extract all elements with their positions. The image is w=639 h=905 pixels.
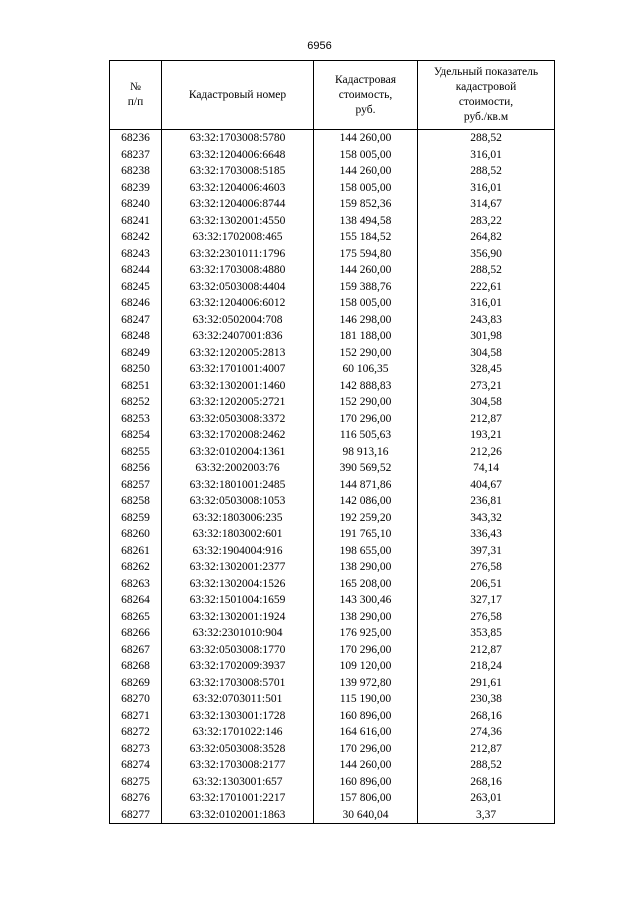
cell-cadastral-value: 142 086,00 [314, 493, 418, 510]
cell-cadastral-value: 170 296,00 [314, 642, 418, 659]
cell-cadastral-number: 63:32:1302001:1460 [162, 378, 314, 395]
cell-cadastral-number: 63:32:1703008:5780 [162, 130, 314, 147]
cell-specific-value: 268,16 [418, 708, 555, 725]
cell-specific-value: 212,26 [418, 444, 555, 461]
cell-cadastral-number: 63:32:1702008:2462 [162, 427, 314, 444]
cell-cadastral-value: 181 188,00 [314, 328, 418, 345]
cell-cadastral-value: 160 896,00 [314, 774, 418, 791]
table-row [110, 625, 555, 642]
cell-cadastral-value: 170 296,00 [314, 411, 418, 428]
cell-specific-value: 3,37 [418, 807, 555, 824]
table-row [110, 592, 555, 609]
cell-cadastral-value: 175 594,80 [314, 246, 418, 263]
cell-cadastral-value: 164 616,00 [314, 724, 418, 741]
cell-specific-value: 206,51 [418, 576, 555, 593]
cell-index: 68261 [110, 543, 162, 560]
cell-cadastral-number: 63:32:1701022:146 [162, 724, 314, 741]
cell-cadastral-number: 63:32:1703008:4880 [162, 262, 314, 279]
cell-cadastral-number: 63:32:0102004:1361 [162, 444, 314, 461]
cell-cadastral-value: 158 005,00 [314, 180, 418, 197]
table-row [110, 361, 555, 378]
cell-specific-value: 273,21 [418, 378, 555, 395]
cell-cadastral-value: 160 896,00 [314, 708, 418, 725]
cell-specific-value: 288,52 [418, 163, 555, 180]
cell-cadastral-value: 138 290,00 [314, 559, 418, 576]
table-row [110, 411, 555, 428]
cell-cadastral-value: 144 260,00 [314, 163, 418, 180]
cell-cadastral-value: 390 569,52 [314, 460, 418, 477]
table-row [110, 675, 555, 692]
cell-index: 68266 [110, 625, 162, 642]
cell-index: 68264 [110, 592, 162, 609]
cell-index: 68239 [110, 180, 162, 197]
table-row [110, 477, 555, 494]
table-row [110, 691, 555, 708]
cell-index: 68273 [110, 741, 162, 758]
cell-cadastral-number: 63:32:1204006:4603 [162, 180, 314, 197]
table-row [110, 807, 555, 824]
cell-cadastral-number: 63:32:1904004:916 [162, 543, 314, 560]
page-number: 6956 [307, 40, 332, 52]
cell-specific-value: 343,32 [418, 510, 555, 527]
cell-cadastral-number: 63:32:0503008:3528 [162, 741, 314, 758]
cell-cadastral-number: 63:32:0502004:708 [162, 312, 314, 329]
table-header-row [110, 61, 555, 130]
cell-specific-value: 276,58 [418, 559, 555, 576]
table-row [110, 526, 555, 543]
table-row [110, 130, 555, 147]
header-line: кадастровой [455, 81, 517, 93]
table-row [110, 757, 555, 774]
cell-cadastral-value: 158 005,00 [314, 295, 418, 312]
table-row [110, 163, 555, 180]
cell-index: 68272 [110, 724, 162, 741]
cell-cadastral-number: 63:32:1703008:5185 [162, 163, 314, 180]
cell-cadastral-value: 139 972,80 [314, 675, 418, 692]
cell-index: 68271 [110, 708, 162, 725]
cell-index: 68270 [110, 691, 162, 708]
cell-cadastral-value: 146 298,00 [314, 312, 418, 329]
cell-cadastral-number: 63:32:1801001:2485 [162, 477, 314, 494]
table-row [110, 493, 555, 510]
cell-index: 68250 [110, 361, 162, 378]
cell-cadastral-value: 191 765,10 [314, 526, 418, 543]
cell-index: 68246 [110, 295, 162, 312]
cell-cadastral-number: 63:32:1803002:601 [162, 526, 314, 543]
cell-specific-value: 283,22 [418, 213, 555, 230]
cell-cadastral-number: 63:32:2301011:1796 [162, 246, 314, 263]
cell-cadastral-number: 63:32:1204006:8744 [162, 196, 314, 213]
cell-index: 68249 [110, 345, 162, 362]
table-row [110, 543, 555, 560]
cell-index: 68254 [110, 427, 162, 444]
cell-cadastral-number: 63:32:1703008:2177 [162, 757, 314, 774]
cell-cadastral-number: 63:32:1701001:4007 [162, 361, 314, 378]
table-row [110, 394, 555, 411]
cell-cadastral-value: 98 913,16 [314, 444, 418, 461]
cell-cadastral-number: 63:32:0102001:1863 [162, 807, 314, 824]
cell-specific-value: 316,01 [418, 147, 555, 164]
cell-cadastral-number: 63:32:1803006:235 [162, 510, 314, 527]
cell-index: 68240 [110, 196, 162, 213]
header-line: стоимости, [458, 96, 514, 108]
header-cadastral-number [162, 61, 314, 130]
cell-cadastral-number: 63:32:1204006:6648 [162, 147, 314, 164]
cell-cadastral-number: 63:32:1303001:657 [162, 774, 314, 791]
table-row [110, 328, 555, 345]
cell-index: 68251 [110, 378, 162, 395]
cell-specific-value: 74,14 [418, 460, 555, 477]
cell-specific-value: 304,58 [418, 345, 555, 362]
table-row [110, 378, 555, 395]
header-line: руб./кв.м [463, 111, 509, 123]
cell-index: 68238 [110, 163, 162, 180]
header-line: Удельный показатель [433, 66, 539, 78]
cell-cadastral-number: 63:32:1302001:4550 [162, 213, 314, 230]
cell-index: 68269 [110, 675, 162, 692]
header-line: № [130, 81, 141, 93]
table-row [110, 510, 555, 527]
header-line: руб. [355, 103, 376, 116]
cell-cadastral-value: 138 494,58 [314, 213, 418, 230]
cell-index: 68263 [110, 576, 162, 593]
cell-index: 68252 [110, 394, 162, 411]
cell-cadastral-value: 60 106,35 [314, 361, 418, 378]
cell-specific-value: 397,31 [418, 543, 555, 560]
table-row [110, 213, 555, 230]
table-row [110, 724, 555, 741]
cell-cadastral-number: 63:32:2002003:76 [162, 460, 314, 477]
cell-index: 68256 [110, 460, 162, 477]
cell-cadastral-value: 115 190,00 [314, 691, 418, 708]
cell-index: 68277 [110, 807, 162, 824]
cell-specific-value: 356,90 [418, 246, 555, 263]
cell-cadastral-value: 176 925,00 [314, 625, 418, 642]
cell-index: 68258 [110, 493, 162, 510]
cell-cadastral-value: 138 290,00 [314, 609, 418, 626]
cell-cadastral-number: 63:32:0503008:4404 [162, 279, 314, 296]
cell-cadastral-number: 63:32:1701001:2217 [162, 790, 314, 807]
header-line: п/п [127, 96, 144, 108]
table-row [110, 559, 555, 576]
cell-index: 68243 [110, 246, 162, 263]
cell-cadastral-value: 144 260,00 [314, 262, 418, 279]
cadastral-table [109, 60, 555, 824]
cell-specific-value: 316,01 [418, 295, 555, 312]
cell-index: 68244 [110, 262, 162, 279]
table-row [110, 444, 555, 461]
cell-specific-value: 314,67 [418, 196, 555, 213]
table-row [110, 295, 555, 312]
cell-cadastral-number: 63:32:0703011:501 [162, 691, 314, 708]
cell-index: 68262 [110, 559, 162, 576]
cell-cadastral-number: 63:32:1702008:465 [162, 229, 314, 246]
cell-index: 68267 [110, 642, 162, 659]
header-line: Кадастровая [334, 73, 397, 86]
cell-specific-value: 263,01 [418, 790, 555, 807]
cell-cadastral-number: 63:32:1702009:3937 [162, 658, 314, 675]
cell-cadastral-value: 158 005,00 [314, 147, 418, 164]
cell-specific-value: 301,98 [418, 328, 555, 345]
cell-cadastral-number: 63:32:1202005:2813 [162, 345, 314, 362]
table-row [110, 658, 555, 675]
cell-specific-value: 353,85 [418, 625, 555, 642]
cell-index: 68276 [110, 790, 162, 807]
cell-cadastral-number: 63:32:1302001:1924 [162, 609, 314, 626]
cell-cadastral-number: 63:32:1303001:1728 [162, 708, 314, 725]
cell-cadastral-number: 63:32:2301010:904 [162, 625, 314, 642]
cell-cadastral-number: 63:32:1302001:2377 [162, 559, 314, 576]
table-row [110, 262, 555, 279]
cell-index: 68265 [110, 609, 162, 626]
cell-cadastral-value: 155 184,52 [314, 229, 418, 246]
cell-specific-value: 236,81 [418, 493, 555, 510]
cell-specific-value: 336,43 [418, 526, 555, 543]
cell-cadastral-number: 63:32:1202005:2721 [162, 394, 314, 411]
cell-specific-value: 304,58 [418, 394, 555, 411]
cell-index: 68260 [110, 526, 162, 543]
cell-cadastral-number: 63:32:1703008:5701 [162, 675, 314, 692]
cell-cadastral-value: 170 296,00 [314, 741, 418, 758]
table-row [110, 642, 555, 659]
header-specific-value [418, 61, 555, 130]
table-row [110, 460, 555, 477]
cell-specific-value: 316,01 [418, 180, 555, 197]
table-row [110, 609, 555, 626]
cell-specific-value: 212,87 [418, 642, 555, 659]
cell-cadastral-value: 144 260,00 [314, 757, 418, 774]
table-row [110, 774, 555, 791]
cell-cadastral-value: 143 300,46 [314, 592, 418, 609]
cell-index: 68248 [110, 328, 162, 345]
table-row [110, 708, 555, 725]
cell-cadastral-value: 144 871,86 [314, 477, 418, 494]
cell-specific-value: 264,82 [418, 229, 555, 246]
cell-cadastral-number: 63:32:1501004:1659 [162, 592, 314, 609]
cell-index: 68241 [110, 213, 162, 230]
cell-specific-value: 212,87 [418, 411, 555, 428]
cell-cadastral-value: 152 290,00 [314, 345, 418, 362]
cell-specific-value: 218,24 [418, 658, 555, 675]
cell-specific-value: 288,52 [418, 130, 555, 147]
cell-cadastral-number: 63:32:0503008:1770 [162, 642, 314, 659]
cell-cadastral-value: 159 388,76 [314, 279, 418, 296]
cell-cadastral-value: 192 259,20 [314, 510, 418, 527]
cell-specific-value: 288,52 [418, 262, 555, 279]
table-body [110, 130, 555, 824]
cell-index: 68237 [110, 147, 162, 164]
cell-cadastral-number: 63:32:1204006:6012 [162, 295, 314, 312]
cell-specific-value: 193,21 [418, 427, 555, 444]
cell-specific-value: 288,52 [418, 757, 555, 774]
cell-index: 68268 [110, 658, 162, 675]
cell-specific-value: 274,36 [418, 724, 555, 741]
cell-index: 68247 [110, 312, 162, 329]
cell-specific-value: 212,87 [418, 741, 555, 758]
cell-cadastral-value: 116 505,63 [314, 427, 418, 444]
table-row [110, 180, 555, 197]
cell-specific-value: 328,45 [418, 361, 555, 378]
table-row [110, 312, 555, 329]
table-row [110, 790, 555, 807]
cell-index: 68275 [110, 774, 162, 791]
cell-cadastral-number: 63:32:2407001:836 [162, 328, 314, 345]
cell-index: 68253 [110, 411, 162, 428]
cell-specific-value: 291,61 [418, 675, 555, 692]
header-line: стоимость, [338, 88, 393, 101]
table-row [110, 279, 555, 296]
cell-index: 68255 [110, 444, 162, 461]
cell-cadastral-value: 144 260,00 [314, 130, 418, 147]
cell-cadastral-value: 165 208,00 [314, 576, 418, 593]
cell-cadastral-number: 63:32:0503008:3372 [162, 411, 314, 428]
table-row [110, 741, 555, 758]
table-row [110, 576, 555, 593]
cell-index: 68274 [110, 757, 162, 774]
cell-specific-value: 404,67 [418, 477, 555, 494]
cell-cadastral-value: 159 852,36 [314, 196, 418, 213]
table-row [110, 196, 555, 213]
cell-specific-value: 276,58 [418, 609, 555, 626]
table-row [110, 345, 555, 362]
cell-cadastral-value: 152 290,00 [314, 394, 418, 411]
table-row [110, 246, 555, 263]
header-cadastral-value [314, 61, 418, 130]
cell-cadastral-value: 30 640,04 [314, 807, 418, 824]
cell-specific-value: 222,61 [418, 279, 555, 296]
header-line: Кадастровый номер [188, 88, 287, 101]
cell-cadastral-number: 63:32:1302004:1526 [162, 576, 314, 593]
table-row [110, 427, 555, 444]
cell-cadastral-value: 142 888,83 [314, 378, 418, 395]
cell-cadastral-number: 63:32:0503008:1053 [162, 493, 314, 510]
table-row [110, 147, 555, 164]
cell-cadastral-value: 109 120,00 [314, 658, 418, 675]
cell-index: 68245 [110, 279, 162, 296]
cell-cadastral-value: 157 806,00 [314, 790, 418, 807]
cell-specific-value: 327,17 [418, 592, 555, 609]
cell-index: 68236 [110, 130, 162, 147]
header-index [110, 61, 162, 130]
cell-index: 68242 [110, 229, 162, 246]
cell-specific-value: 268,16 [418, 774, 555, 791]
cell-specific-value: 243,83 [418, 312, 555, 329]
cell-cadastral-value: 198 655,00 [314, 543, 418, 560]
cell-index: 68257 [110, 477, 162, 494]
table-row [110, 229, 555, 246]
cell-specific-value: 230,38 [418, 691, 555, 708]
cell-index: 68259 [110, 510, 162, 527]
